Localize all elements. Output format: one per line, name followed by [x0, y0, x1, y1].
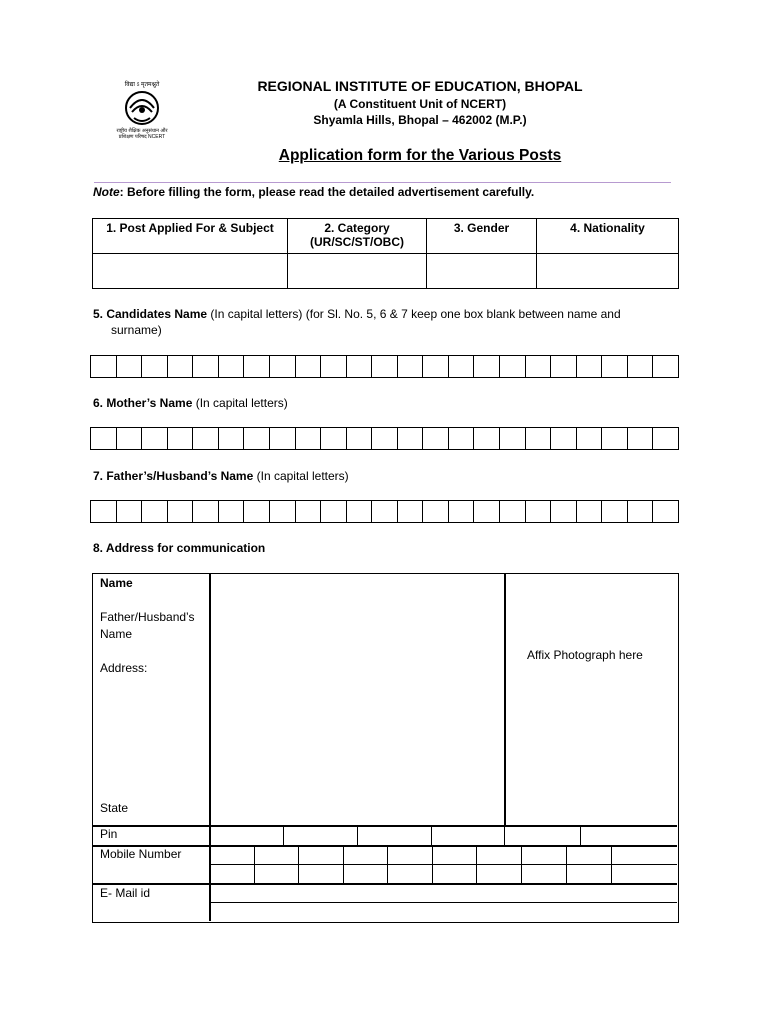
char-box[interactable]	[219, 501, 245, 522]
char-box[interactable]	[398, 428, 424, 449]
char-box[interactable]	[449, 501, 475, 522]
char-box[interactable]	[321, 501, 347, 522]
address-father-label-1: Father/Husband’s	[100, 610, 195, 624]
father-name-boxes[interactable]	[90, 500, 679, 523]
father-name-instr: (In capital letters)	[253, 469, 349, 483]
char-box[interactable]	[270, 428, 296, 449]
char-box[interactable]	[321, 428, 347, 449]
char-box[interactable]	[296, 501, 322, 522]
char-box[interactable]	[628, 428, 654, 449]
char-box[interactable]	[423, 428, 449, 449]
address-father-label-2: Name	[100, 627, 133, 641]
category-field[interactable]	[288, 254, 427, 289]
post-details-table	[92, 218, 679, 289]
char-box[interactable]	[653, 356, 678, 377]
institute-name: REGIONAL INSTITUTE OF EDUCATION, BHOPAL	[257, 78, 583, 94]
char-box[interactable]	[372, 501, 398, 522]
post-subject-header: 1. Post Applied For & Subject	[93, 219, 288, 254]
candidate-name-title: 5. Candidates Name	[93, 307, 208, 321]
char-box[interactable]	[91, 428, 117, 449]
char-box[interactable]	[526, 428, 552, 449]
candidate-name-label	[93, 306, 676, 338]
father-name-label	[93, 468, 349, 484]
mother-name-label	[93, 395, 288, 411]
char-box[interactable]	[168, 356, 194, 377]
form-title: Application form for the Various Posts	[278, 147, 562, 164]
address-state-label: State	[100, 801, 129, 815]
char-box[interactable]	[270, 356, 296, 377]
address-email-label: E- Mail id	[100, 886, 151, 900]
char-box[interactable]	[91, 501, 117, 522]
char-box[interactable]	[244, 428, 270, 449]
char-box[interactable]	[602, 501, 628, 522]
mother-name-instr: (In capital letters)	[192, 396, 288, 410]
char-box[interactable]	[474, 501, 500, 522]
char-box[interactable]	[142, 356, 168, 377]
ncert-emblem-icon	[120, 88, 164, 128]
address-box	[92, 573, 679, 923]
char-box[interactable]	[91, 356, 117, 377]
category-header-line2: (UR/SC/ST/OBC)	[310, 235, 404, 249]
nationality-field[interactable]	[537, 254, 679, 289]
logo-motto: विद्या ऽ मृतमश्नुते	[124, 82, 160, 88]
char-box[interactable]	[500, 356, 526, 377]
address-mobile-label: Mobile Number	[100, 847, 182, 861]
char-box[interactable]	[142, 501, 168, 522]
photo-area[interactable]	[506, 574, 676, 824]
char-box[interactable]	[551, 501, 577, 522]
char-box[interactable]	[474, 356, 500, 377]
char-box[interactable]	[628, 501, 654, 522]
char-box[interactable]	[296, 428, 322, 449]
mother-name-title: 6. Mother’s Name	[93, 396, 193, 410]
note-label: Note	[93, 185, 120, 199]
char-box[interactable]	[244, 501, 270, 522]
char-box[interactable]	[449, 428, 475, 449]
char-box[interactable]	[500, 428, 526, 449]
char-box[interactable]	[193, 356, 219, 377]
char-box[interactable]	[577, 356, 603, 377]
char-box[interactable]	[551, 356, 577, 377]
institute-address: Shyamla Hills, Bhopal – 462002 (M.P.)	[313, 113, 527, 127]
category-header-line1: 2. Category	[324, 221, 390, 235]
char-box[interactable]	[117, 356, 143, 377]
logo-caption: राष्ट्रीय शैक्षिक अनुसंधान और प्रशिक्षण परिषद NCERT	[116, 128, 168, 140]
char-box[interactable]	[168, 501, 194, 522]
gender-header: 3. Gender	[427, 219, 537, 254]
char-box[interactable]	[474, 428, 500, 449]
address-address-label: Address:	[100, 661, 148, 675]
char-box[interactable]	[142, 428, 168, 449]
char-box[interactable]	[296, 356, 322, 377]
address-name-label: Name	[100, 576, 133, 590]
char-box[interactable]	[347, 501, 373, 522]
address-field[interactable]	[211, 574, 503, 824]
note	[93, 185, 534, 199]
char-box[interactable]	[193, 501, 219, 522]
char-box[interactable]	[526, 356, 552, 377]
char-box[interactable]	[551, 428, 577, 449]
char-box[interactable]	[244, 356, 270, 377]
gender-field[interactable]	[427, 254, 537, 289]
candidate-name-instr: (In capital letters) (for Sl. No. 5, 6 & 7 keep one box blank between name and	[207, 307, 621, 321]
post-subject-field[interactable]	[93, 254, 288, 289]
char-box[interactable]	[602, 356, 628, 377]
category-header	[288, 219, 427, 254]
char-box[interactable]	[321, 356, 347, 377]
char-box[interactable]	[117, 501, 143, 522]
photo-placeholder: Affix Photograph here	[527, 648, 643, 662]
char-box[interactable]	[193, 428, 219, 449]
char-box[interactable]	[347, 428, 373, 449]
candidate-name-boxes[interactable]	[90, 355, 679, 378]
char-box[interactable]	[653, 428, 678, 449]
father-name-title: 7. Father’s/Husband’s Name	[93, 469, 254, 483]
char-box[interactable]	[398, 501, 424, 522]
char-box[interactable]	[653, 501, 678, 522]
char-box[interactable]	[219, 428, 245, 449]
char-box[interactable]	[219, 356, 245, 377]
char-box[interactable]	[168, 428, 194, 449]
char-box[interactable]	[423, 501, 449, 522]
char-box[interactable]	[372, 428, 398, 449]
char-box[interactable]	[500, 501, 526, 522]
char-box[interactable]	[577, 501, 603, 522]
mother-name-boxes[interactable]	[90, 427, 679, 450]
char-box[interactable]	[347, 356, 373, 377]
note-text: : Before filling the form, please read the detailed advertisement carefully.	[119, 185, 535, 199]
char-box[interactable]	[117, 428, 143, 449]
address-section-label	[93, 540, 265, 556]
address-pin-label: Pin	[100, 827, 118, 841]
institute-subtitle: (A Constituent Unit of NCERT)	[333, 97, 507, 111]
char-box[interactable]	[270, 501, 296, 522]
char-box[interactable]	[577, 428, 603, 449]
char-box[interactable]	[628, 356, 654, 377]
divider	[94, 182, 671, 183]
candidate-name-instr2: surname)	[111, 323, 162, 337]
char-box[interactable]	[423, 356, 449, 377]
char-box[interactable]	[372, 356, 398, 377]
address-section-title: 8. Address for communication	[93, 541, 266, 555]
char-box[interactable]	[602, 428, 628, 449]
nationality-header: 4. Nationality	[537, 219, 679, 254]
char-box[interactable]	[449, 356, 475, 377]
char-box[interactable]	[526, 501, 552, 522]
char-box[interactable]	[398, 356, 424, 377]
